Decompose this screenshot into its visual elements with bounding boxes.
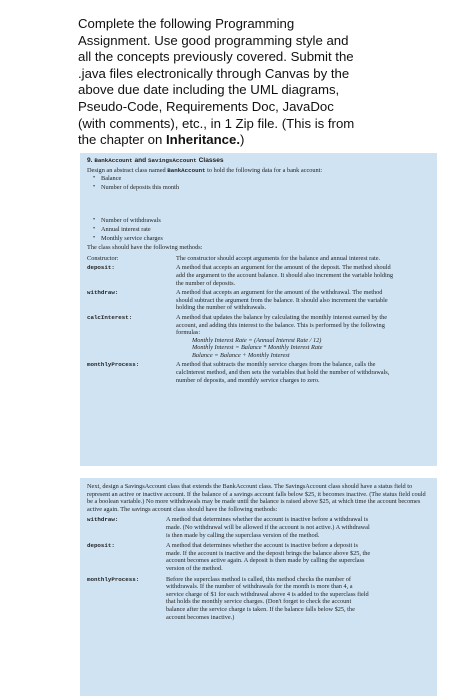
design-code: BankAccount [167, 166, 206, 174]
title-number: 9. [87, 157, 93, 164]
formula: Monthly Interest Rate = (Annual Interest Rate / 12) [192, 336, 322, 344]
list-item [93, 226, 430, 234]
method-name: calcInterest: [87, 313, 133, 321]
method-name: withdraw: [87, 289, 119, 297]
method-row [87, 289, 430, 312]
design-text [87, 167, 430, 175]
intro-line: all the concepts previously covered. Submit the [78, 49, 354, 65]
intro-last-bold: Inheritance. [165, 132, 241, 148]
savings-paragraph: Next, design a SavingsAccount class that extends the BankAccount class. The SavingsAccount class should have a status field to represent an active or inactive account. If the balance of a savings account falls below $25, it becomes inactive. (The status field could be a boolean variable.) No more withdrawals may be made until the balance is raised above $25, at which time the account becomes active again. The savings account class should have the following methods: [87, 483, 426, 513]
bullet-icon: • [93, 234, 96, 241]
bankaccount-spec-panel [80, 153, 437, 466]
method-description: The constructor should accept arguments for the balance and annual interest rate. [176, 254, 381, 262]
formula: Balance = Balance + Monthly Interest [192, 351, 290, 359]
intro-last-prefix: the chapter on [78, 132, 166, 148]
method-name: withdraw: [87, 516, 119, 524]
method-name: Constructor: [87, 254, 119, 262]
bullet-icon: • [93, 183, 96, 190]
method-description-text: A method that updates the balance by calculating the monthly interest earned by the account, and adding this interest to the balance. This is performed by the following formulas: [176, 313, 388, 337]
panel-title [87, 157, 430, 165]
method-row [87, 361, 430, 384]
method-name: monthlyProcess: [87, 575, 140, 583]
method-row [87, 264, 430, 287]
method-description [176, 314, 398, 360]
method-name: deposit: [87, 264, 115, 272]
method-description: A method that determines whether the account is inactive before a withdrawal is made. (No withdrawal will be allowed if the account is not active.) A withdrawal is then made by calling the superclass version of the method. [166, 516, 370, 539]
method-description: A method that subtracts the monthly service charges from the balance, calls the calcInterest method, and then sets the variables that hold the number of withdrawals, number of deposits, and monthly service charges to zero. [176, 361, 390, 384]
list-item [93, 175, 430, 183]
list-item [93, 184, 430, 192]
method-row [87, 516, 430, 539]
method-name: deposit: [87, 542, 115, 550]
method-name: monthlyProcess: [87, 361, 140, 369]
design-pre: Design an abstract class named [87, 166, 166, 174]
intro-last-suffix: ) [240, 132, 245, 148]
intro-line: Assignment. Use good programming style and [78, 32, 349, 48]
formula: Monthly Interest = Balance * Monthly Interest Rate [192, 344, 323, 352]
title-rest: Classes [198, 157, 224, 164]
method-description: A method that determines whether the account is inactive before a deposit is made. If the account is inactive and the deposit brings the balance above $25, the account becomes active again. A deposit is then made by calling the superclass version of the method. [166, 542, 371, 572]
list-item-text: Annual interest rate [101, 225, 151, 233]
spacer [87, 192, 430, 216]
assignment-instructions [78, 16, 448, 149]
title-and: and [134, 157, 147, 164]
method-row [87, 576, 430, 622]
method-row [87, 255, 430, 263]
list-item [93, 217, 430, 225]
title-code: BankAccount [94, 157, 133, 164]
methods-intro: The class should have the following methods: [87, 244, 203, 252]
intro-line: Complete the following Programming [78, 16, 295, 31]
intro-line: Pseudo-Code, Requirements Doc, JavaDoc [78, 98, 334, 114]
list-item-text: Number of withdrawals [101, 217, 161, 225]
bullet-icon: • [93, 175, 96, 182]
intro-line: above due date including the UML diagrams, [78, 82, 340, 98]
title-code2: SavingsAccount [148, 157, 197, 164]
list-item [93, 235, 430, 243]
bullet-icon: • [93, 225, 96, 232]
method-row [87, 542, 430, 572]
design-post: to hold the following data for a bank account: [207, 166, 323, 174]
list-item-text: Number of deposits this month [101, 183, 180, 191]
savingsaccount-spec-panel [80, 478, 437, 696]
bullet-icon: • [93, 217, 96, 224]
intro-last-line [78, 132, 448, 149]
method-description: A method that accepts an argument for the amount of the withdrawal. The method should subtract the argument from the balance. It should also increment the variable holding the number of withdrawals. [176, 289, 388, 312]
method-description: A method that accepts an argument for the amount of the deposit. The method should add the argument to the account balance. It should also increment the variable holding the number of deposits. [176, 264, 394, 287]
method-description: Before the superclass method is called, this method checks the number of withdrawals. If the number of withdrawals for the month is more than 4, a service charge of $1 for each withdrawal above 4 is added to the superclass field that holds the monthly service charges. (Don't forget to check the account balance after the service charge is taken. If the balance falls below $25, the account becomes inactive.) [166, 575, 369, 621]
list-item-text: Monthly service charges [101, 234, 163, 242]
intro-line: (with comments), etc., in 1 Zip file. (This is from [78, 115, 355, 131]
intro-line: .java files electronically through Canvas by the [78, 65, 350, 81]
method-row [87, 314, 430, 360]
list-item-text: Balance [101, 175, 122, 183]
